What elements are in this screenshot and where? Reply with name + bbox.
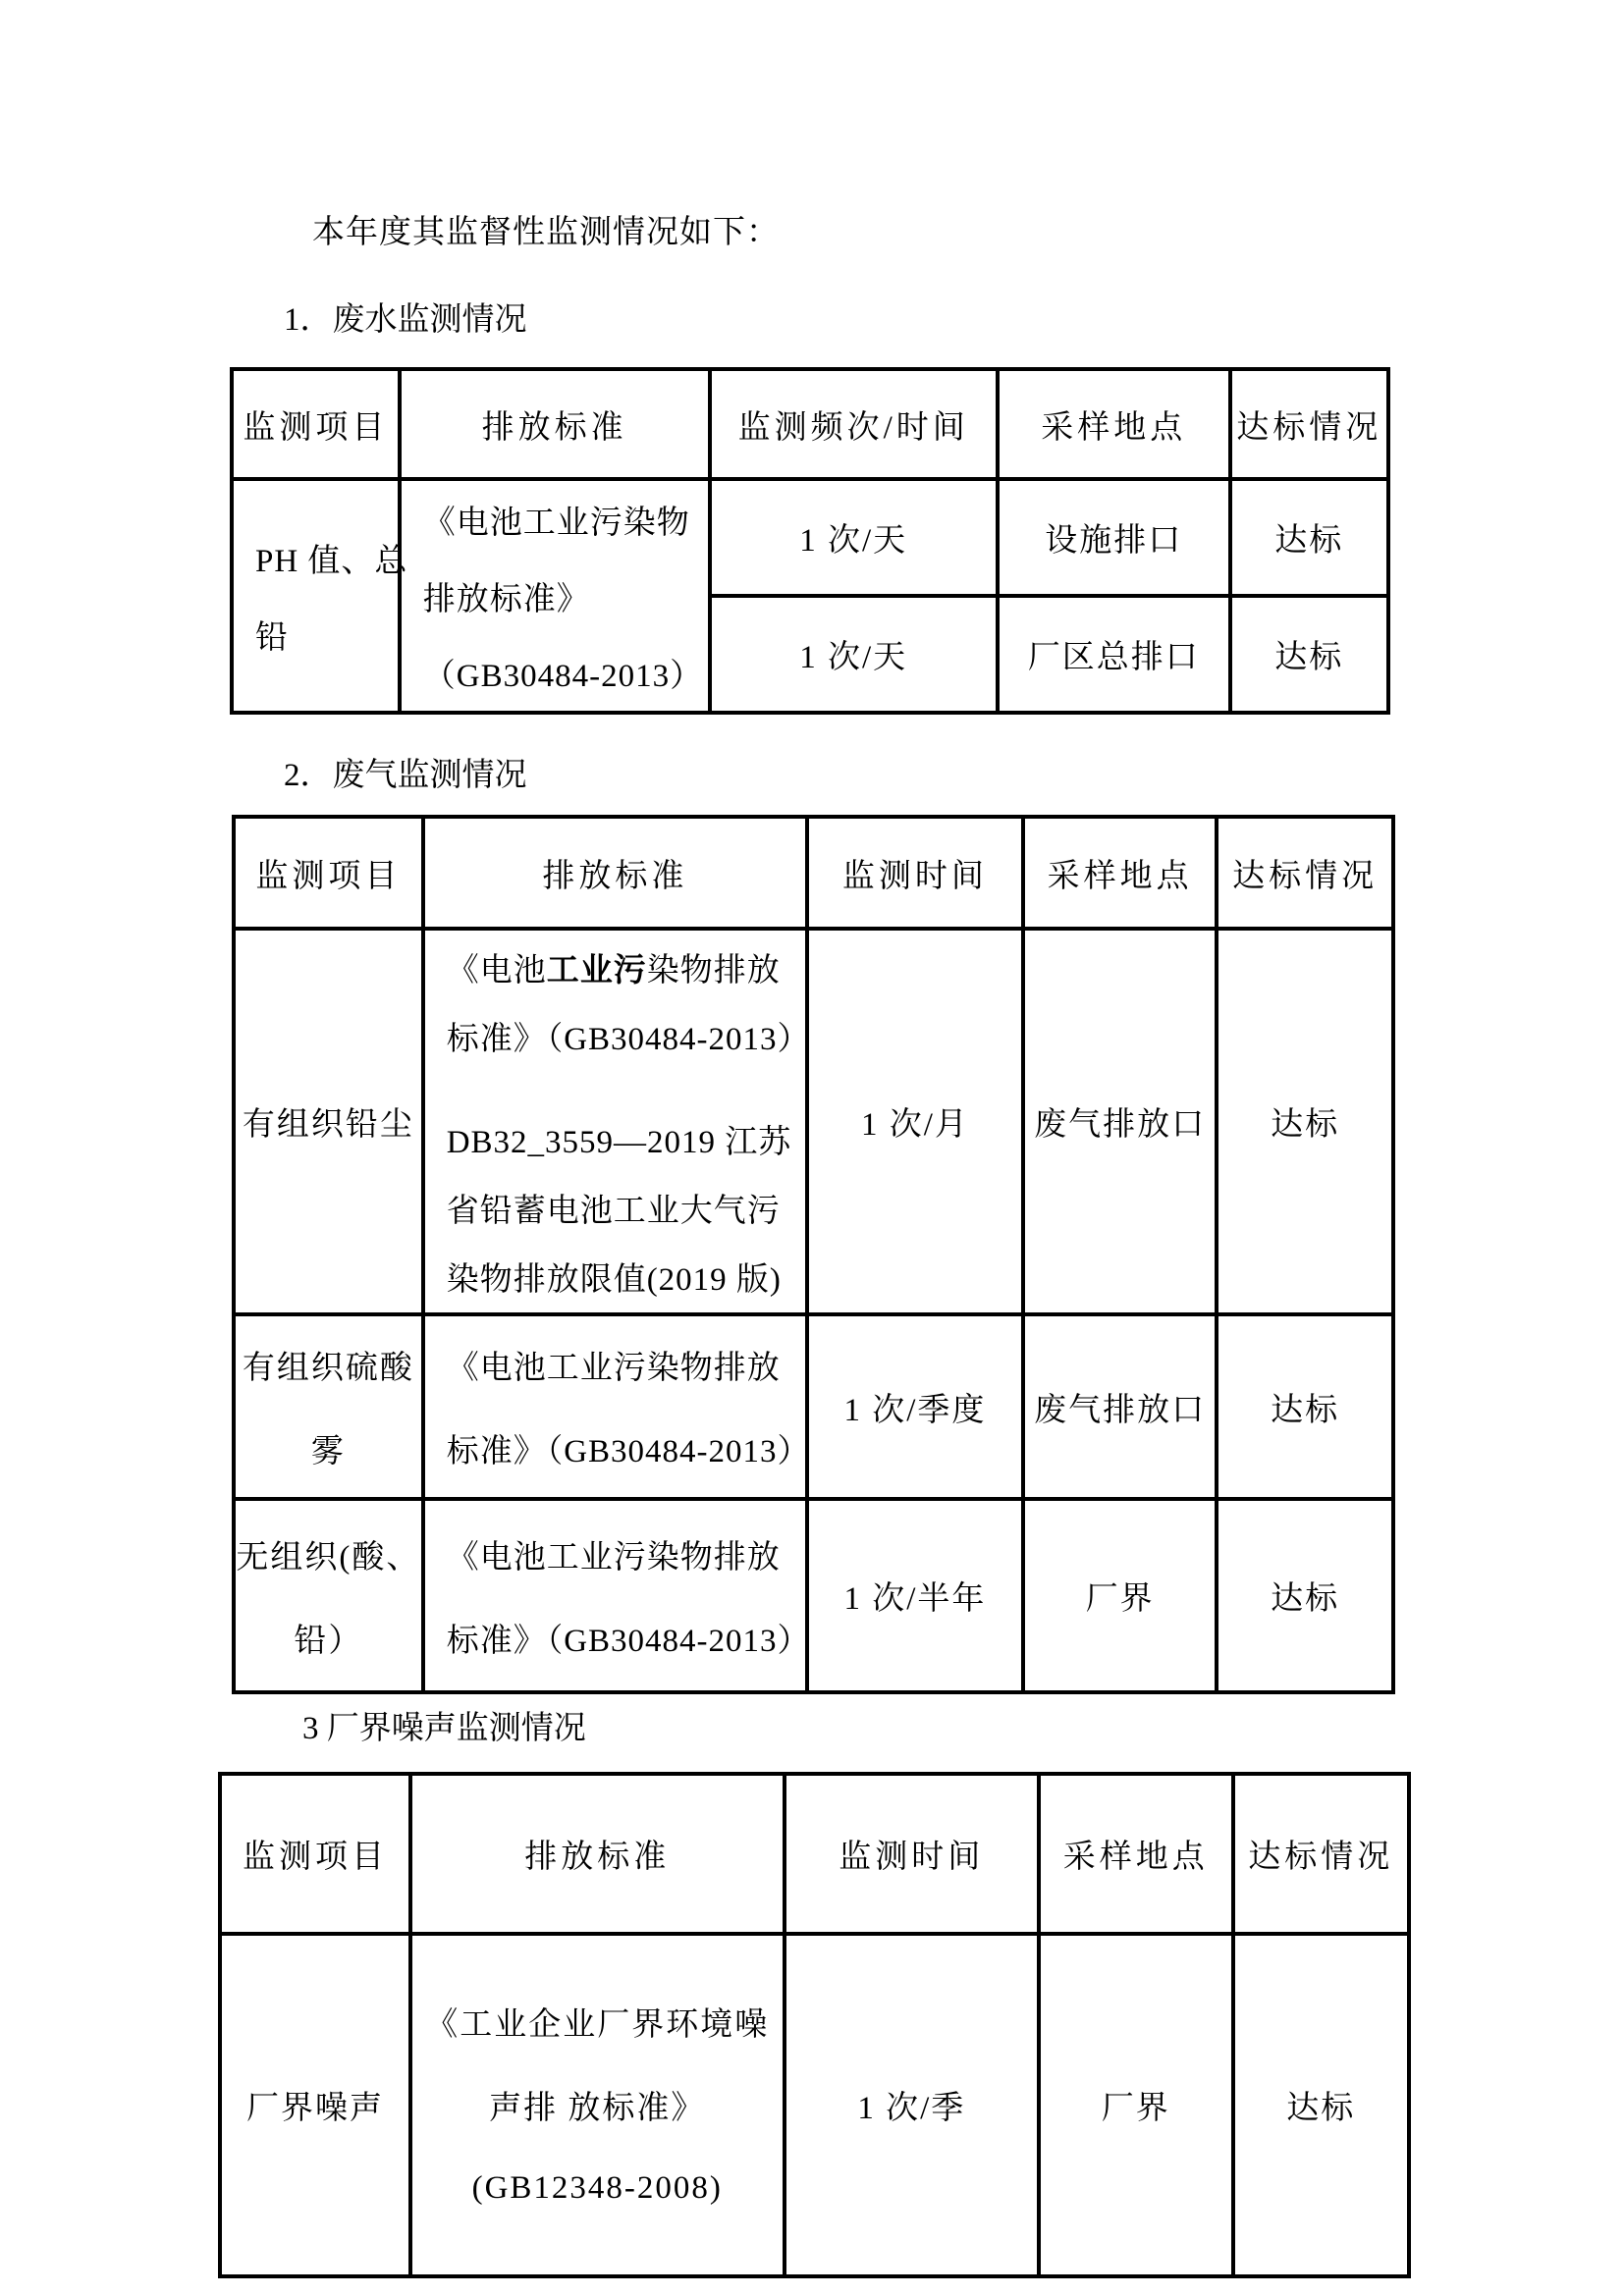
table-header-row — [232, 369, 1388, 479]
header-cell: 监测频次/时间 — [710, 369, 998, 479]
boundary-noise-monitoring-table — [218, 1772, 1411, 2278]
text-run: 有组织铅尘 — [242, 1107, 414, 1143]
table-cell — [998, 596, 1230, 713]
cell-paragraph — [425, 933, 811, 1070]
cell-line — [425, 1407, 811, 1490]
cell-paragraph — [236, 1088, 421, 1156]
cell-line — [425, 933, 805, 1001]
cell-line — [425, 1323, 805, 1407]
text-run: 铅） — [294, 1623, 363, 1659]
cell-paragraph — [222, 2063, 408, 2147]
table-cell — [998, 479, 1230, 596]
cell-line — [402, 558, 708, 634]
section-heading-waste-gas: 2．废气监测情况 — [284, 758, 527, 793]
cell-line — [1000, 616, 1228, 693]
cell-line — [234, 596, 398, 672]
header-cell: 采样地点 — [1039, 1774, 1233, 1934]
wastewater-monitoring-table — [230, 367, 1390, 715]
table-cell — [234, 929, 423, 1314]
table-cell — [234, 1314, 423, 1499]
cell-line — [236, 1513, 421, 1596]
table-cell — [423, 1314, 811, 1499]
text-run: 达标 — [1271, 1392, 1340, 1428]
cell-line — [1235, 2063, 1407, 2147]
cell-line — [425, 1596, 811, 1680]
table-cell — [423, 929, 811, 1314]
cell-paragraph — [1232, 500, 1386, 576]
text-run: （GB30484-2013） — [422, 658, 704, 694]
table-cell — [234, 1499, 423, 1692]
cell-paragraph — [809, 1554, 1021, 1637]
table-cell — [1230, 596, 1388, 713]
table-cell — [807, 929, 1023, 1314]
table-cell — [1217, 1314, 1393, 1499]
text-run: 1 次/季 — [857, 2091, 966, 2126]
cell-line — [236, 1088, 421, 1156]
cell-paragraph — [1232, 616, 1386, 693]
text-run: 厂界噪声 — [245, 2091, 384, 2126]
cell-line — [425, 1001, 811, 1070]
cell-line — [234, 519, 408, 596]
text-run: 1 次/天 — [799, 523, 908, 559]
cell-paragraph — [1000, 500, 1228, 576]
table-cell — [1023, 1499, 1217, 1692]
text-run: 废气排放口 — [1034, 1107, 1207, 1143]
cell-paragraph — [1025, 1088, 1215, 1156]
cell-paragraph — [1218, 1088, 1391, 1156]
table-cell — [710, 596, 998, 713]
header-cell: 达标情况 — [1230, 369, 1388, 479]
text-run: 《电池 — [446, 952, 547, 988]
text-run: 标准》（GB30484-2013） — [446, 1623, 811, 1659]
text-run: 声排 放标准》 — [489, 2091, 706, 2126]
cell-line — [1218, 1554, 1391, 1637]
table-cell — [220, 1934, 410, 2276]
cell-line — [1218, 1365, 1391, 1449]
table-cell — [710, 479, 998, 596]
cell-line — [425, 1242, 805, 1310]
text-run: 1 次/季度 — [843, 1392, 987, 1428]
cell-paragraph — [809, 1088, 1021, 1156]
wastewater-monitoring-table — [230, 367, 1390, 715]
table-cell — [807, 1314, 1023, 1499]
section-heading-noise: 3 厂界噪声监测情况 — [302, 1711, 586, 1746]
cell-line — [1232, 616, 1386, 693]
text-run: 染物排放 — [646, 952, 781, 988]
text-run: 染物排放限值(2019 版) — [446, 1261, 782, 1298]
header-cell: 达标情况 — [1217, 817, 1393, 929]
table-cell — [807, 1499, 1023, 1692]
cell-paragraph — [786, 2063, 1037, 2147]
cell-line — [786, 2063, 1037, 2147]
cell-line — [402, 634, 708, 711]
table-cell — [1233, 1934, 1409, 2276]
cell-line — [222, 2063, 408, 2147]
cell-paragraph — [425, 1323, 811, 1490]
text-run: 达标 — [1274, 640, 1344, 675]
text-run: 达标 — [1271, 1107, 1340, 1143]
text-run: 铅 — [255, 619, 289, 656]
text-run: (GB12348-2008) — [471, 2170, 723, 2206]
cell-line — [1025, 1365, 1215, 1449]
cell-line — [236, 1596, 421, 1680]
header-cell: 监测时间 — [807, 817, 1023, 929]
text-run: 达标 — [1271, 1581, 1340, 1617]
table-cell — [400, 479, 710, 713]
table-row — [220, 1934, 1409, 2276]
cell-paragraph — [1000, 616, 1228, 693]
table-row — [234, 1314, 1393, 1499]
text-run: 达标 — [1274, 523, 1344, 559]
header-cell: 采样地点 — [998, 369, 1230, 479]
boundary-noise-monitoring-table — [218, 1772, 1411, 2278]
text-run: 废气排放口 — [1034, 1392, 1207, 1428]
cell-line — [1025, 1088, 1215, 1156]
header-cell: 采样地点 — [1023, 817, 1217, 929]
bold-text-run: 工业污 — [546, 952, 647, 988]
text-run: 有组织硫酸 — [242, 1351, 414, 1386]
cell-line — [1232, 500, 1386, 576]
table-row — [234, 1499, 1393, 1692]
text-run: 标准》（GB30484-2013） — [446, 1021, 811, 1057]
text-run: 设施排口 — [1045, 523, 1183, 559]
text-run: DB32_3559—2019 江苏 — [446, 1124, 792, 1160]
header-cell: 排放标准 — [423, 817, 807, 929]
text-run: 厂界 — [1101, 2091, 1170, 2126]
cell-paragraph — [412, 1980, 783, 2230]
cell-paragraph — [1025, 1554, 1215, 1637]
cell-line — [809, 1365, 1021, 1449]
cell-line — [236, 1407, 421, 1490]
table-header-row — [234, 817, 1393, 929]
text-run: 厂界 — [1085, 1581, 1155, 1617]
text-run: 无组织(酸、 — [236, 1539, 421, 1575]
table-cell — [232, 479, 408, 713]
text-run: 《电池工业污染物排放 — [446, 1539, 781, 1575]
cell-line — [412, 1980, 783, 2063]
waste-gas-monitoring-table — [232, 815, 1395, 1694]
cell-line — [412, 2063, 783, 2147]
text-run: 标准》（GB30484-2013） — [446, 1434, 811, 1469]
cell-paragraph — [1025, 1365, 1215, 1449]
cell-line — [425, 1513, 805, 1596]
cell-line — [425, 1104, 805, 1173]
text-run: 达标 — [1286, 2091, 1356, 2126]
table-cell — [1023, 929, 1217, 1314]
header-cell: 排放标准 — [410, 1774, 785, 1934]
header-cell: 达标情况 — [1233, 1774, 1409, 1934]
cell-line — [809, 1088, 1021, 1156]
table-header-row — [220, 1774, 1409, 1934]
cell-paragraph — [712, 616, 996, 693]
cell-line — [236, 1323, 421, 1407]
cell-paragraph — [712, 500, 996, 576]
intro-paragraph: 本年度其监督性监测情况如下： — [312, 215, 780, 250]
table-row — [232, 479, 1388, 596]
table-row — [234, 929, 1393, 1314]
section-heading-wastewater: 1．废水监测情况 — [284, 302, 527, 338]
text-run: 1 次/半年 — [843, 1581, 987, 1617]
table-cell — [423, 1499, 811, 1692]
table-cell — [1217, 1499, 1393, 1692]
text-run: 《工业企业厂界环境噪 — [425, 2007, 770, 2043]
text-run: 1 次/天 — [799, 640, 908, 675]
cell-paragraph — [236, 1513, 421, 1680]
cell-line — [712, 500, 996, 576]
text-run: PH 值、总 — [255, 543, 408, 579]
cell-line — [1000, 500, 1228, 576]
header-cell: 监测时间 — [785, 1774, 1039, 1934]
waste-gas-monitoring-table — [232, 815, 1395, 1694]
header-cell: 监测项目 — [232, 369, 400, 479]
text-run: 排放标准》 — [422, 581, 590, 617]
text-run: 1 次/月 — [860, 1107, 969, 1143]
cell-paragraph — [1218, 1554, 1391, 1637]
cell-paragraph — [234, 519, 408, 672]
cell-line — [1218, 1088, 1391, 1156]
text-run: 省铅蓄电池工业大气污 — [446, 1193, 781, 1229]
cell-paragraph — [1041, 2063, 1231, 2147]
header-cell: 监测项目 — [220, 1774, 410, 1934]
text-run: 厂区总排口 — [1027, 640, 1200, 675]
cell-line — [1025, 1554, 1215, 1637]
cell-paragraph — [425, 1104, 805, 1310]
cell-paragraph — [809, 1365, 1021, 1449]
table-cell — [1039, 1934, 1233, 2276]
table-cell — [410, 1934, 785, 2276]
table-cell — [1217, 929, 1393, 1314]
table-cell — [1230, 479, 1388, 596]
cell-line — [1041, 2063, 1231, 2147]
cell-line — [402, 481, 708, 558]
cell-paragraph — [1218, 1365, 1391, 1449]
header-cell: 监测项目 — [234, 817, 423, 929]
table-cell — [785, 1934, 1039, 2276]
cell-paragraph — [236, 1323, 421, 1490]
header-cell: 排放标准 — [400, 369, 710, 479]
cell-line — [412, 2147, 783, 2230]
cell-line — [425, 1173, 805, 1242]
text-run: 雾 — [310, 1434, 346, 1469]
cell-paragraph — [402, 481, 708, 711]
table-cell — [1023, 1314, 1217, 1499]
cell-line — [712, 616, 996, 693]
text-run: 《电池工业污染物 — [422, 505, 690, 541]
text-run: 《电池工业污染物排放 — [446, 1351, 781, 1386]
cell-line — [809, 1554, 1021, 1637]
cell-paragraph — [425, 1513, 811, 1680]
cell-paragraph — [1235, 2063, 1407, 2147]
